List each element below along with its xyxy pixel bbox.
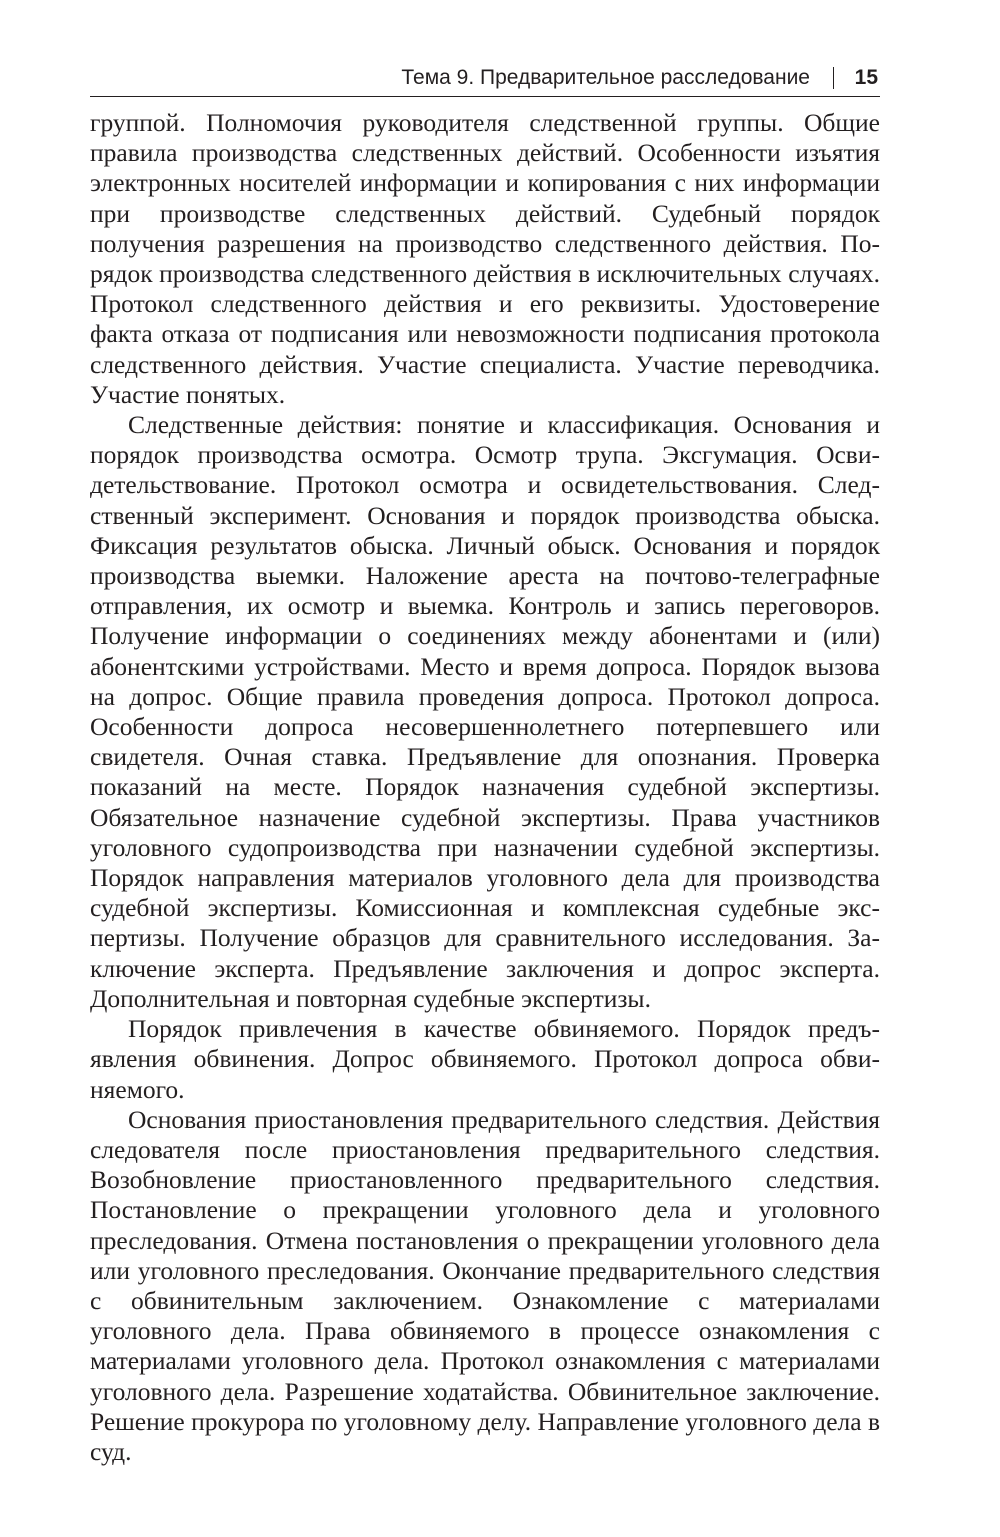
section-title: Тема 9. Предварительное расследование [401, 66, 810, 89]
running-header [90, 60, 880, 97]
page-body [90, 108, 880, 1467]
paragraph-suspension: Основания приостановления предварительного следствия. Действия следователя после приостановления предварительного следствия. Возобновление приостановленного предварительного следствия. Постановление о прекращении уголовного дела и уголовного преследования. Отмена постановления о прекращении уголовного дела или уголовного преследования. Окончание предварительного следствия с обвинительным заключением. Ознакомление с материалами уголовного дела. Права обвиняемого в процессе ознакомления с материалами уголовного дела. Протокол ознакомления с материалами уголовного дела. Разрешение ходатайства. Обвинительное заключение. Решение прокурора по уголовному делу. Направление уголовного дела в суд. [90, 1104, 880, 1466]
header-separator [833, 67, 835, 89]
paragraph-investigative-actions: Следственные действия: понятие и классификация. Основания и порядок производства осмотра. Осмотр трупа. Эксгумация. Освидетельствование. Протокол осмотра и освидетельствования. Следственный эксперимент. Основания и порядок производства обыска. Фиксация результатов обыска. Личный обыск. Основания и порядок производства выемки. Наложение ареста на почтово-телеграфные отправления, их осмотр и выемка. Контроль и запись переговоров. Получение информации о соединениях между абонентами и (или) абонентскими устройствами. Место и время допроса. Порядок вызова на допрос. Общие правила проведения допроса. Протокол допроса. Особенности допроса несовершеннолетнего потерпевшего или свидетеля. Очная ставка. Предъявление для опознания. Проверка показаний на месте. Порядок назначения судебной экспертизы. Обязательное назначение судебной экспертизы. Права участников уголовного судопроизводства при назначении судебной экспертизы. Порядок направления материалов уголовного дела для производства судебной экспертизы. Комиссионная и комплексная судебные экспертизы. Получение образцов для сравнительного исследования. Заключение эксперта. Предъявление заключения и допрос эксперта. Дополнительная и повторная судебные экспертизы. [90, 410, 880, 1013]
page-number: 15 [854, 66, 878, 89]
paragraph-accusation: Порядок привлечения в качестве обвиняемого. Порядок предъявления обвинения. Допрос обвиняемого. Протокол допроса обвиняемого. [90, 1014, 880, 1104]
paragraph-continuation: группой. Полномочия руководителя следственной группы. Общие правила производства следственных действий. Особенности изъятия электронных носителей информации и копирования с них информации при производстве следственных действий. Судебный порядок получения разрешения на производство следственного действия. Порядок производства следственного действия в исключительных случаях. Протокол следственного действия и его реквизиты. Удостоверение факта отказа от подписания или невозможности подписания протокола следственного действия. Участие специалиста. Участие переводчика. Участие понятых. [90, 108, 880, 409]
